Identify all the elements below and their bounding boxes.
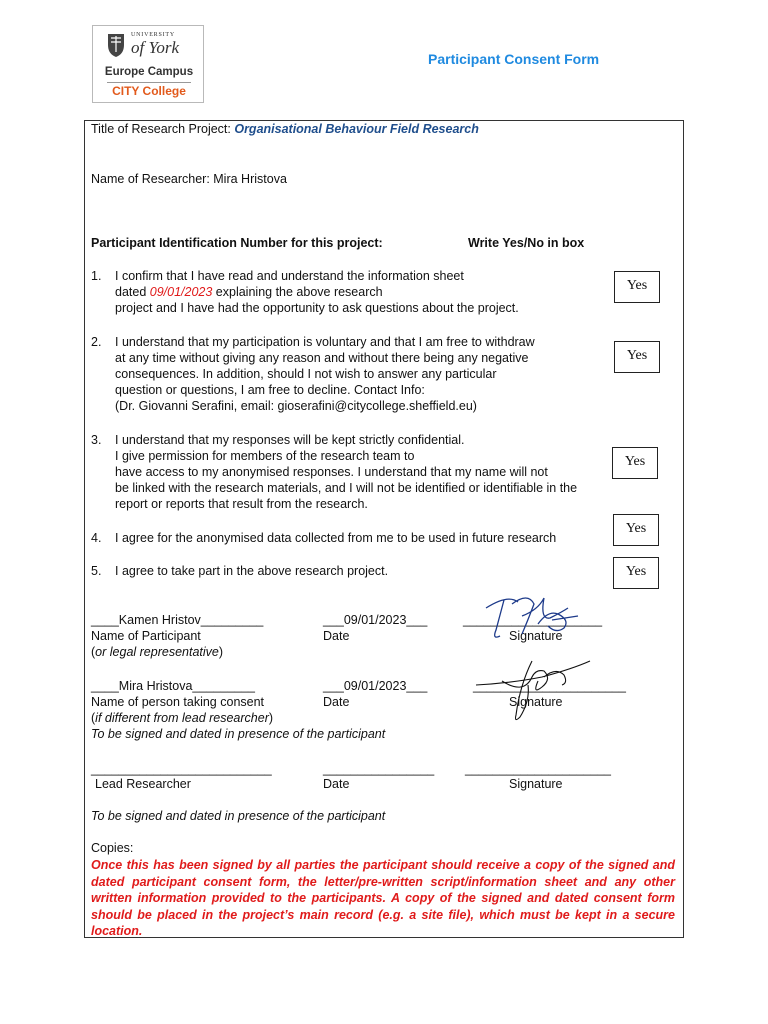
project-title-label: Title of Research Project:	[91, 122, 235, 136]
answer-box-1[interactable]: Yes	[614, 271, 660, 303]
crest-icon	[106, 32, 126, 58]
participant-note	[91, 644, 223, 661]
item-2-line-4: question or questions, I am free to decline. Contact Info:	[115, 383, 425, 397]
participant-date-caption: Date	[323, 629, 350, 643]
lead-signature-caption: Signature	[509, 777, 563, 791]
participant-signature-caption: Signature	[509, 629, 563, 643]
logo-divider	[107, 82, 191, 83]
item-2-line-2: at any time without giving any reason and without there being any negative	[115, 351, 529, 365]
taker-name-line[interactable]: ____Mira Hristova_________	[91, 679, 255, 693]
participant-name-caption: Name of Participant	[91, 629, 201, 643]
logo-university-text: UNIVERSITY	[131, 32, 175, 38]
taker-presence-note: To be signed and dated in presence of the participant	[91, 727, 386, 741]
item-number-1: 1.	[91, 269, 102, 283]
item-3-line-1: I understand that my responses will be kept strictly confidential.	[115, 433, 465, 447]
copies-instructions: Once this has been signed by all parties the participant should receive a copy of the signed and dated participant consent form, the letter/pre-written script/information sheet and any other written information provided to the participants. A copy of the signed and dated consent form should be placed in the project’s main record (e.g. a site file), which must be kept in a secure location.	[91, 858, 675, 938]
item-3-line-5: report or reports that result from the research.	[115, 497, 368, 511]
item-1-date: 09/01/2023	[149, 285, 213, 299]
item-1-line-2	[115, 284, 383, 301]
answer-box-2[interactable]: Yes	[614, 341, 660, 373]
item-number-3: 3.	[91, 433, 102, 447]
taker-note-close: )	[268, 711, 274, 725]
item-3-line-2: I give permission for members of the research team to	[115, 449, 415, 463]
university-logo	[92, 25, 204, 103]
item-2-line-5: (Dr. Giovanni Serafini, email: gioserafini@citycollege.sheffield.eu)	[115, 399, 477, 413]
copies-label: Copies:	[91, 841, 134, 855]
participant-id-label: Participant Identification Number for this project:	[91, 236, 383, 250]
lead-name-line[interactable]: __________________________	[91, 762, 272, 776]
project-title-row	[91, 121, 479, 138]
logo-campus-text: Europe Campus	[104, 66, 194, 78]
lead-presence-note: To be signed and dated in presence of the participant	[91, 809, 386, 823]
participant-signature-line[interactable]: ____________________	[463, 613, 603, 627]
taker-note-italic: if different from lead researcher	[95, 711, 269, 725]
form-title: Participant Consent Form	[428, 51, 600, 67]
lead-date-line[interactable]: ________________	[323, 762, 435, 776]
answer-box-5[interactable]: Yes	[613, 557, 659, 589]
participant-name-line[interactable]: ____Kamen Hristov_________	[91, 613, 264, 627]
project-title-value: Organisational Behaviour Field Research	[234, 122, 479, 136]
item-number-2: 2.	[91, 335, 102, 349]
item-2-line-1: I understand that my participation is voluntary and that I am free to withdraw	[115, 335, 535, 349]
taker-signature-caption: Signature	[509, 695, 563, 709]
taker-handwritten-signature	[472, 655, 596, 727]
lead-signature-line[interactable]: _____________________	[465, 762, 611, 776]
participant-handwritten-signature	[478, 590, 588, 648]
taker-name-caption: Name of person taking consent	[91, 695, 265, 709]
item-2-line-3: consequences. In addition, should I not wish to answer any particular	[115, 367, 497, 381]
logo-college-text: CITY College	[112, 84, 186, 98]
lead-name-caption: Lead Researcher	[95, 777, 191, 791]
item-number-5: 5.	[91, 564, 102, 578]
item-1-line-3: project and I have had the opportunity to ask questions about the project.	[115, 301, 519, 315]
participant-note-italic: or legal representative	[95, 645, 219, 659]
item-5-line-1: I agree to take part in the above research project.	[115, 564, 389, 578]
item-3-line-4: be linked with the research materials, and I will not be identified or identifiable in the	[115, 481, 578, 495]
taker-note	[91, 710, 273, 727]
item-3-line-3: have access to my anonymised responses. I understand that my name will not	[115, 465, 548, 479]
researcher-name: Name of Researcher: Mira Hristova	[91, 172, 287, 186]
answer-box-4[interactable]: Yes	[613, 514, 659, 546]
item-1-line-1: I confirm that I have read and understand the information sheet	[115, 269, 464, 283]
participant-note-close: )	[218, 645, 224, 659]
taker-date-line[interactable]: ___09/01/2023___	[323, 679, 428, 693]
lead-date-caption: Date	[323, 777, 350, 791]
item-number-4: 4.	[91, 531, 102, 545]
box-instruction: Write Yes/No in box	[468, 236, 585, 250]
taker-note-open: (	[91, 711, 96, 725]
logo-york-text: of York	[131, 38, 180, 57]
item-1-line-2-rest: explaining the above research	[212, 285, 383, 299]
item-4-line-1: I agree for the anonymised data collected from me to be used in future research	[115, 531, 557, 545]
taker-signature-line[interactable]: ______________________	[473, 679, 626, 693]
taker-date-caption: Date	[323, 695, 350, 709]
participant-date-line[interactable]: ___09/01/2023___	[323, 613, 428, 627]
participant-note-open: (	[91, 645, 96, 659]
answer-box-3[interactable]: Yes	[612, 447, 658, 479]
item-1-dated: dated	[115, 285, 150, 299]
